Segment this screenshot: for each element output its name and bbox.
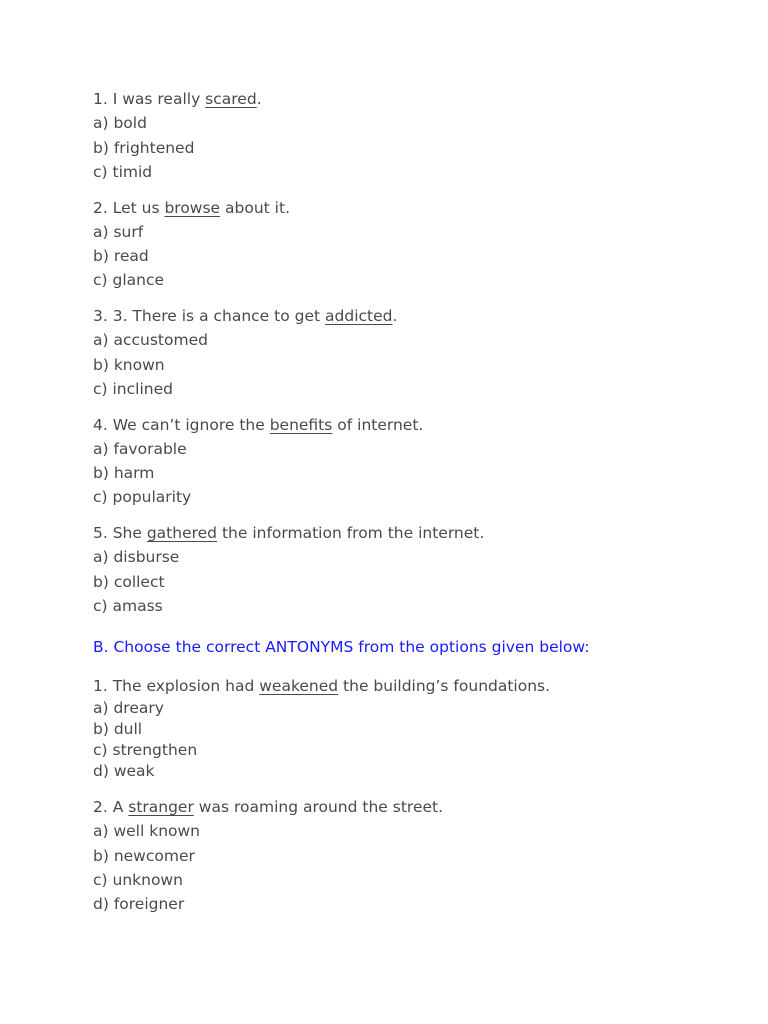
option-c: c) glance: [93, 271, 165, 290]
question-prompt: [93, 413, 423, 437]
prompt-text: 1. I was really: [93, 90, 206, 108]
prompt-text: 1. The explosion had: [93, 677, 260, 695]
option-b: b) dull: [93, 720, 143, 739]
option-a: a) bold: [93, 114, 147, 133]
option-a: a) disburse: [93, 548, 180, 567]
option-c: c) strengthen: [93, 741, 198, 760]
prompt-text: 2. A: [93, 798, 129, 816]
underlined-word: scared: [205, 90, 257, 108]
option-b: b) harm: [93, 464, 155, 483]
underlined-word: stranger: [128, 798, 194, 816]
question-1: [93, 87, 262, 184]
option-a: a) accustomed: [93, 331, 208, 350]
option-c: c) timid: [93, 162, 153, 181]
option-b: b) newcomer: [93, 846, 195, 865]
option-c: c) popularity: [93, 488, 192, 507]
prompt-text: 2. Let us: [93, 198, 165, 217]
underlined-word: weakened: [259, 677, 339, 695]
antonym-question-2: [93, 795, 443, 916]
underlined-word: browse: [164, 198, 221, 217]
option-b: b) collect: [93, 572, 165, 591]
question-prompt: [93, 674, 550, 698]
prompt-text: 3. 3. There is a chance to get: [93, 307, 326, 325]
prompt-text: the building’s foundations.: [338, 677, 551, 695]
option-a: a) favorable: [93, 439, 187, 458]
option-a: a) well known: [93, 822, 201, 841]
question-3: [93, 304, 397, 401]
question-2: [93, 196, 290, 293]
option-c: c) inclined: [93, 379, 173, 398]
question-4: [93, 413, 423, 510]
option-c: c) amass: [93, 596, 163, 615]
prompt-text: about it.: [220, 198, 290, 217]
question-prompt: [93, 795, 443, 819]
underlined-word: benefits: [269, 415, 333, 434]
antonym-question-1: [93, 674, 550, 782]
prompt-text: 4. We can’t ignore the: [93, 415, 270, 434]
question-prompt: [93, 196, 290, 220]
option-d: d) weak: [93, 762, 155, 781]
option-b: b) known: [93, 355, 165, 374]
prompt-text: .: [392, 307, 398, 325]
underlined-word: addicted: [325, 307, 393, 325]
option-d: d) foreigner: [93, 895, 185, 914]
option-b: b) read: [93, 247, 149, 266]
prompt-text: .: [256, 90, 262, 108]
question-prompt: [93, 87, 262, 111]
underlined-word: gathered: [146, 524, 218, 542]
question-5: [93, 521, 484, 618]
question-prompt: [93, 521, 484, 545]
prompt-text: of internet.: [332, 415, 424, 434]
option-c: c) unknown: [93, 870, 183, 889]
prompt-text: the information from the internet.: [217, 524, 485, 542]
question-prompt: [93, 304, 397, 328]
option-b: b) frightened: [93, 138, 195, 157]
section-b-heading: B. Choose the correct ANTONYMS from the options given below:: [93, 638, 590, 656]
prompt-text: 5. She: [93, 524, 147, 542]
prompt-text: was roaming around the street.: [193, 798, 444, 816]
option-a: a) dreary: [93, 699, 164, 718]
option-a: a) surf: [93, 222, 144, 241]
